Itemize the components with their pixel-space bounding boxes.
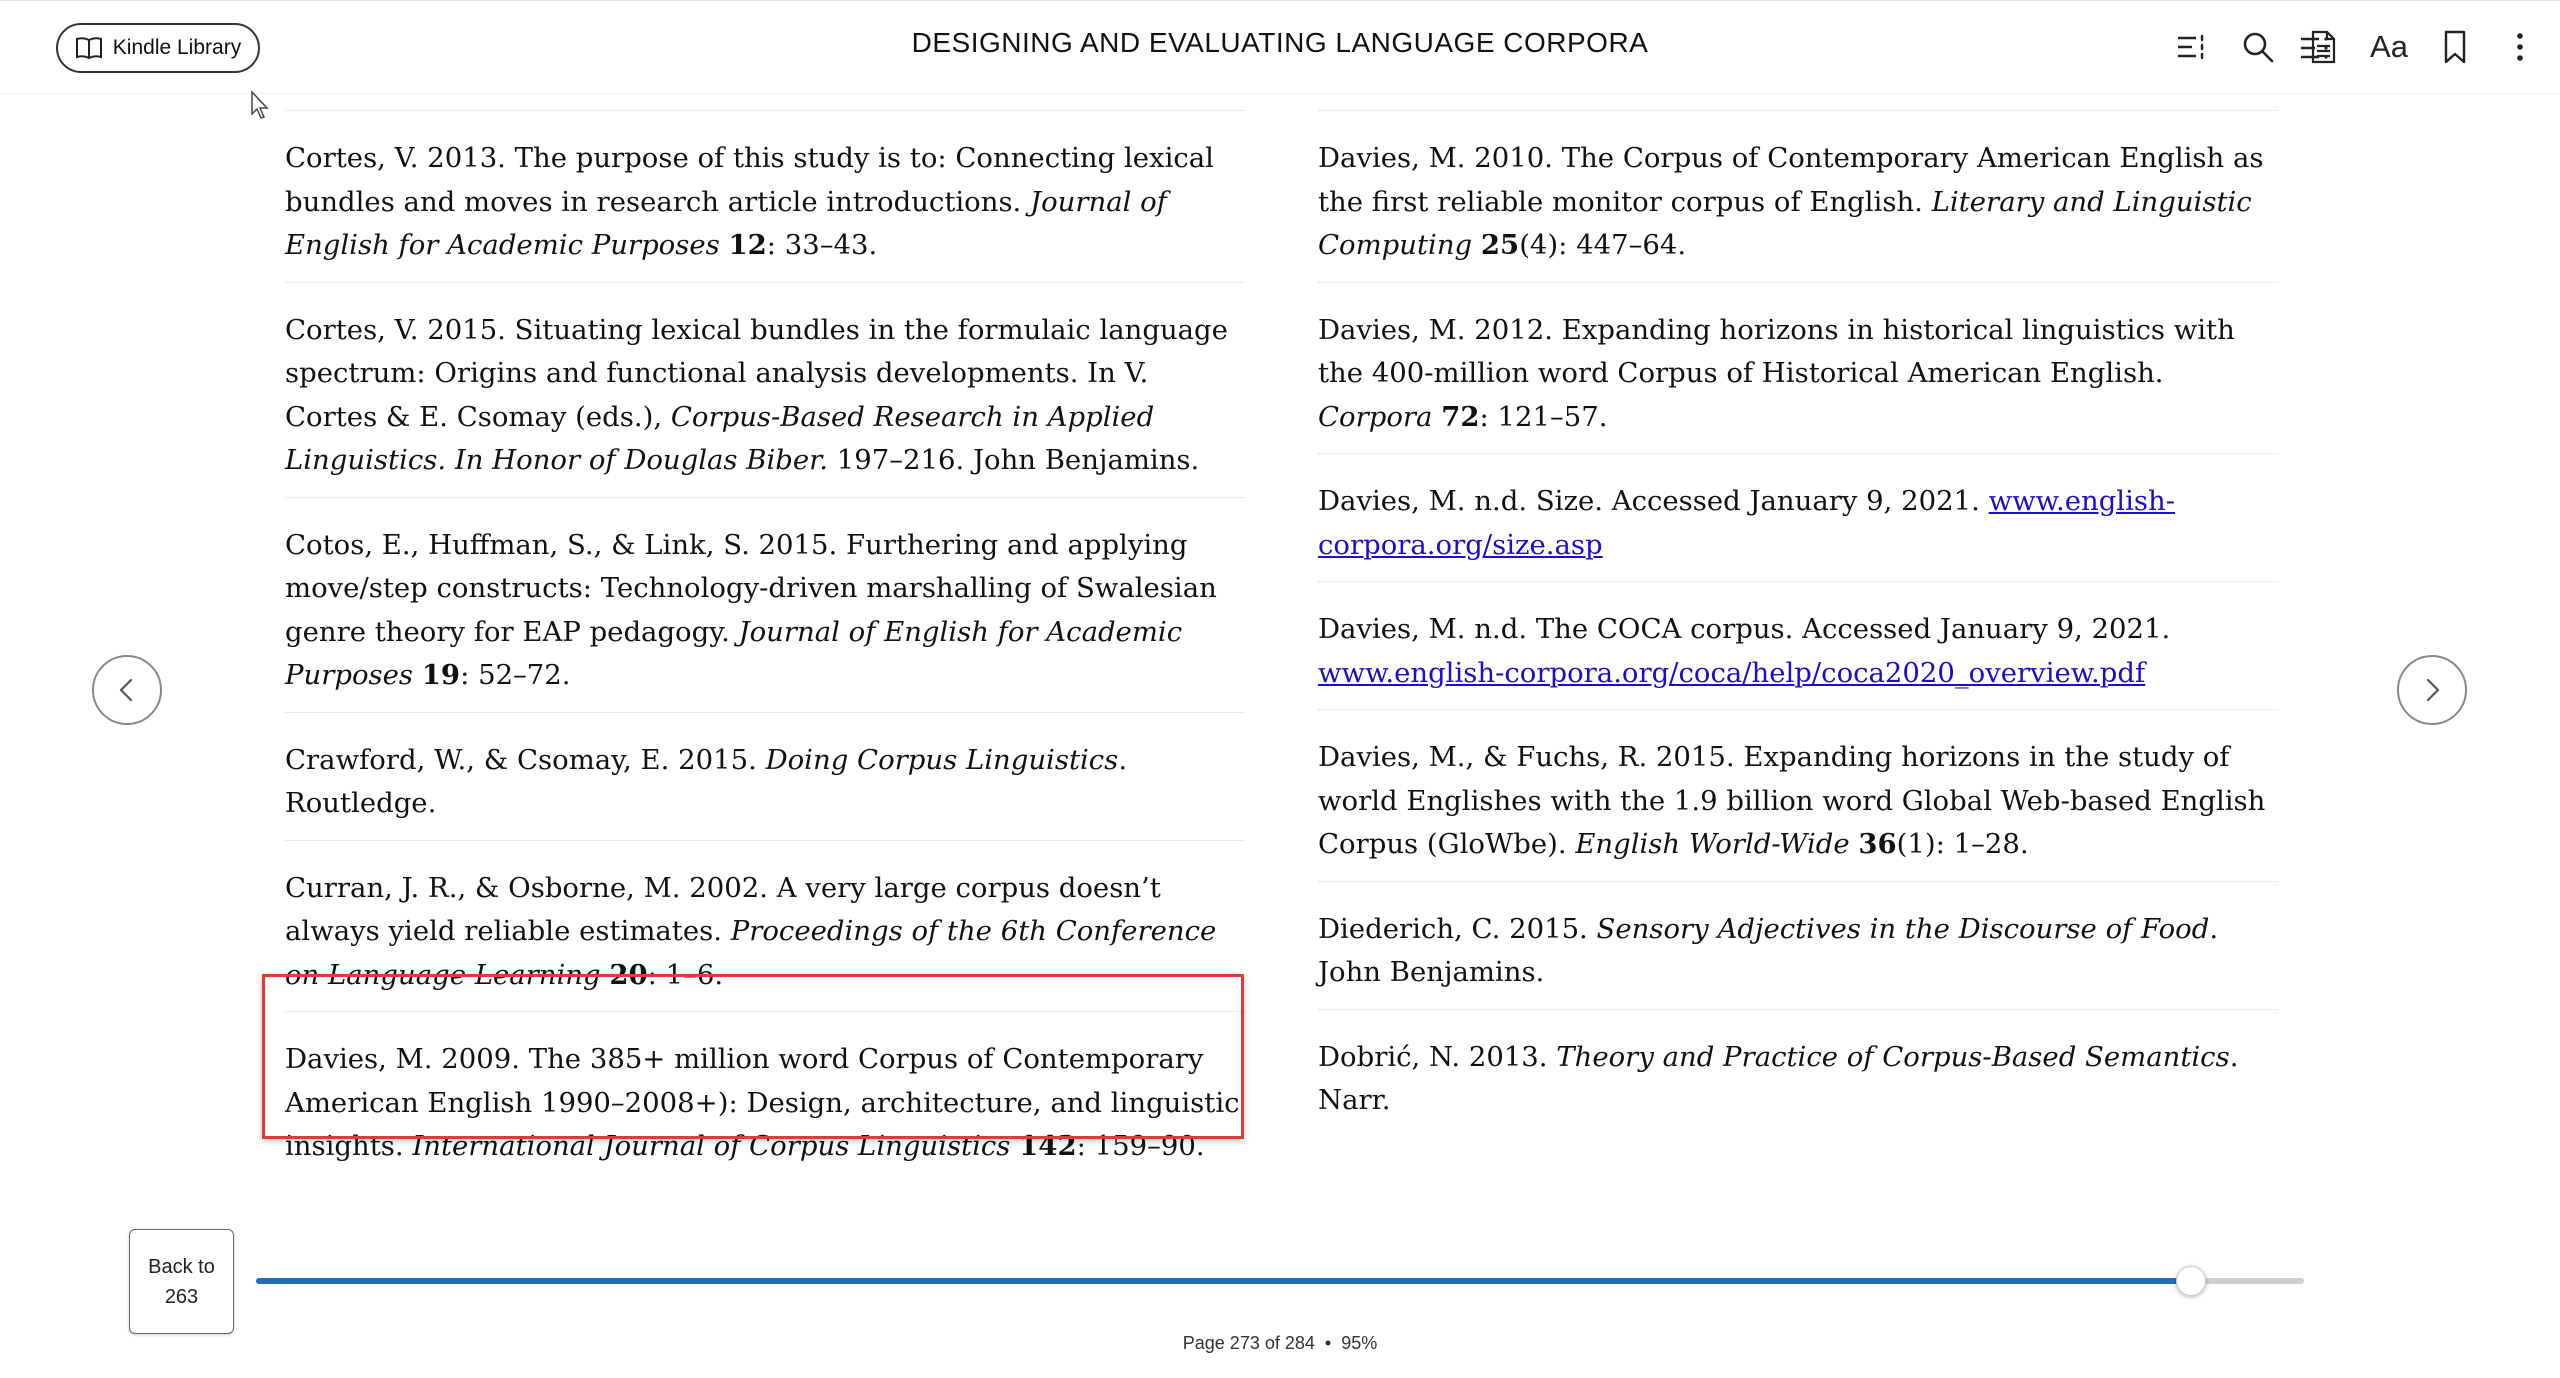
reference-text: Dobrić, N. 2013. xyxy=(1318,1040,1557,1073)
reference-text: Cortes, V. 2013. The purpose of this study is to: Connecting lexical bundles and moves in research article introductions. xyxy=(285,142,1214,218)
reference-volume: 36 xyxy=(1858,828,1897,860)
reference-text: : 159–90. xyxy=(1076,1130,1205,1162)
reference-title: Corpus-Based Research in Applied Linguistics. In Honor of Douglas Biber. xyxy=(285,400,1155,476)
reference-text: Curran, J. R., & Osborne, M. 2002. A very large corpus doesn’t always yield reliable estimates. xyxy=(285,871,1161,947)
reference-text: (1): 1–28. xyxy=(1896,828,2029,860)
notebook-icon xyxy=(2305,29,2341,65)
reference-text xyxy=(1010,1130,1019,1162)
reference-title: Sensory Adjectives in the Discourse of Food xyxy=(1596,912,2210,945)
previous-page-button[interactable] xyxy=(92,655,162,725)
reference-volume: 142 xyxy=(1019,1130,1077,1162)
reference-entry xyxy=(285,283,1245,498)
reference-text: 197–216. John Benjamins. xyxy=(828,444,1200,476)
reference-text: : 52–72. xyxy=(460,659,571,691)
reference-entry xyxy=(285,1012,1245,1183)
reference-entry xyxy=(1318,283,2278,455)
table-of-contents-icon xyxy=(2174,29,2210,65)
reference-text xyxy=(1432,401,1441,433)
kindle-library-label: Kindle Library xyxy=(112,36,242,59)
reference-entry xyxy=(285,841,1245,1013)
reference-entry xyxy=(1318,110,2278,283)
reference-link[interactable]: www.english-corpora.org/coca/help/coca2020_overview.pdf xyxy=(1318,656,2146,689)
reference-volume: 20 xyxy=(609,958,648,991)
reference-text: Davies, M. 2010. The Corpus of Contemporary American English as the first reliable monitor corpus of English. xyxy=(1318,142,2264,218)
reference-title: Journal of English for Academic Purposes xyxy=(285,615,1183,691)
reference-volume: 12 xyxy=(728,229,767,261)
reference-title: International Journal of Corpus Linguistics xyxy=(412,1130,1011,1162)
reference-title: Theory and Practice of Corpus-Based Semantics xyxy=(1556,1040,2230,1073)
reference-volume: 72 xyxy=(1441,400,1480,433)
reading-progress-thumb[interactable] xyxy=(2176,1266,2206,1296)
chevron-right-icon xyxy=(2417,675,2447,705)
bookmark-button[interactable] xyxy=(2432,24,2478,70)
percent-read-label: 95% xyxy=(1341,1333,1378,1353)
book-title: DESIGNING AND EVALUATING LANGUAGE CORPORA xyxy=(911,27,1649,58)
reference-entry xyxy=(285,713,1245,841)
reference-text xyxy=(720,229,729,261)
reference-text: Cortes, V. 2015. Situating lexical bundles in the formulaic language spectrum: Origins and functional analysis developments. In V. Cortes & E. Csomay (eds.), xyxy=(285,313,1228,433)
reference-text: Cotos, E., Huffman, S., & Link, S. 2015. Furthering and applying move/step constructs: Technology-driven marshalling of Swalesian genre theory for EAP pedagogy. xyxy=(285,528,1217,648)
reference-text: : 33–43. xyxy=(766,229,878,261)
reference-text xyxy=(413,659,422,691)
reference-text: Davies, M., & Fuchs, R. 2015. Expanding horizons in the study of world Englishes with the 1.9 billion word Global Web-based English Corpus (GloWbe). xyxy=(1318,741,2266,860)
search-button[interactable] xyxy=(2235,24,2281,70)
reference-entry xyxy=(1318,454,2278,582)
page-number-label: Page 273 of 284 xyxy=(1182,1333,1315,1353)
references-left-column xyxy=(285,110,1245,1183)
reference-title: Journal of English for Academic Purposes xyxy=(285,185,1167,261)
chevron-left-icon xyxy=(112,675,142,705)
reference-volume: 25 xyxy=(1480,229,1520,261)
notebook-button[interactable] xyxy=(2300,24,2346,70)
page-location xyxy=(0,1333,2560,1354)
reference-title: Doing Corpus Linguistics xyxy=(765,743,1119,776)
reference-text: . Narr. xyxy=(1318,1040,2239,1116)
bookmark-icon xyxy=(2437,29,2473,65)
more-vertical-icon xyxy=(2502,29,2538,65)
reading-progress-fill xyxy=(256,1278,2191,1284)
back-to-page-button[interactable] xyxy=(129,1229,234,1334)
references-right-column xyxy=(1318,110,2278,1137)
reference-text: Davies, M. 2009. The 385+ million word Corpus of Contemporary American English 1990–2008+): Design, architecture, and linguistic insights. xyxy=(285,1043,1240,1162)
reference-entry xyxy=(1318,882,2278,1010)
reference-text: (4): 447–64. xyxy=(1519,229,1687,261)
reference-text: Davies, M. 2012. Expanding horizons in historical linguistics with the 400-million word Corpus of Historical American English. xyxy=(1318,313,2235,389)
table-of-contents-button[interactable] xyxy=(2169,24,2215,70)
reference-text: Davies, M. n.d. The COCA corpus. Accessed January 9, 2021. xyxy=(1318,613,2171,645)
reference-text: Diederich, C. 2015. xyxy=(1318,912,1597,945)
reference-title: Corpora xyxy=(1318,400,1433,433)
reference-text: : 121–57. xyxy=(1479,400,1608,433)
reference-text: : 1–6. xyxy=(647,958,724,991)
reference-title: English World-Wide xyxy=(1575,828,1850,860)
back-to-page-number: 263 xyxy=(164,1285,199,1308)
reference-title: Proceedings of the 6th Conference on Language Learning xyxy=(285,915,1217,991)
reference-entry xyxy=(1318,710,2278,882)
more-options-button[interactable] xyxy=(2497,24,2543,70)
reference-text: Crawford, W., & Csomay, E. 2015. xyxy=(285,743,766,776)
reference-text xyxy=(1472,229,1481,261)
reference-entry xyxy=(285,498,1245,713)
back-to-label: Back to xyxy=(148,1255,215,1278)
search-icon xyxy=(2240,29,2276,65)
mouse-cursor-icon xyxy=(250,90,272,120)
reference-entry xyxy=(285,110,1245,283)
reference-title: Literary and Linguistic Computing xyxy=(1318,185,2252,261)
reference-entry xyxy=(1318,1010,2278,1137)
reference-link[interactable]: www.english-corpora.org/size.asp xyxy=(1318,485,2175,561)
reference-text: Davies, M. n.d. Size. Accessed January 9, 2021. xyxy=(1318,485,1989,517)
font-settings-button[interactable]: Aa xyxy=(2370,29,2408,64)
reference-volume: 19 xyxy=(421,659,461,691)
next-page-button[interactable] xyxy=(2397,655,2467,725)
separator-dot: • xyxy=(1324,1333,1332,1353)
reference-entry xyxy=(1318,582,2278,710)
reference-text: . Routledge. xyxy=(285,743,1128,819)
reading-progress-bar[interactable] xyxy=(256,1278,2304,1284)
reference-text: . John Benjamins. xyxy=(1318,912,2219,988)
